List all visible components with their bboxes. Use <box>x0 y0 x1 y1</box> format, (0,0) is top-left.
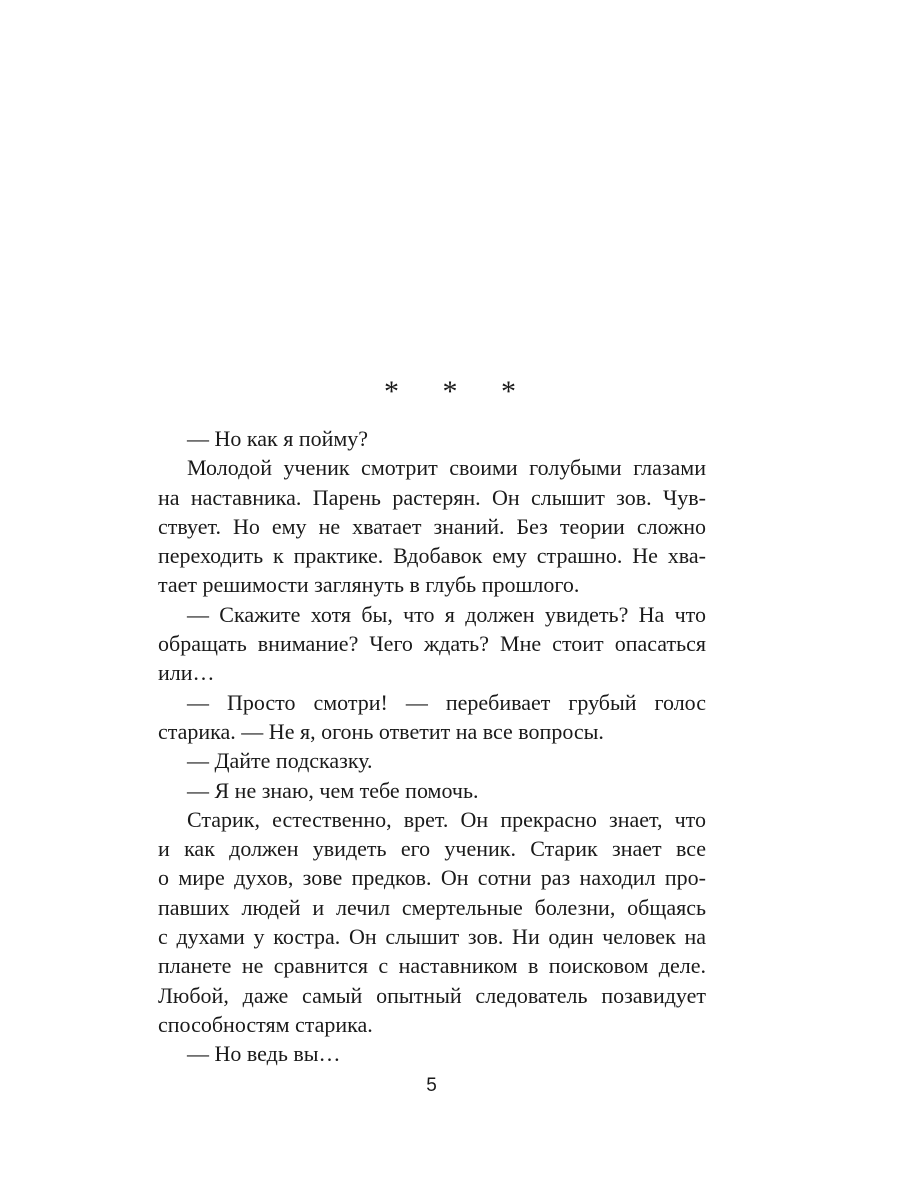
text-line: способностям старика. <box>158 1011 373 1037</box>
text-line: планете не сравнится с наставником в поисковом деле. <box>158 953 706 979</box>
text-line: с духами у костра. Он слышит зов. Ни один человек на <box>158 924 706 950</box>
text-line: павших людей и лечил смертельные болезни, общаясь <box>158 894 706 920</box>
text-line: и как должен увидеть его ученик. Старик знает все <box>158 836 706 862</box>
text-line: старика. — Не я, огонь ответит на все вопросы. <box>158 718 604 744</box>
text-line: обращать внимание? Чего ждать? Мне стоит опасаться <box>158 631 706 657</box>
text-line: о мире духов, зове предков. Он сотни раз находил про- <box>158 865 706 891</box>
text-line: — Скажите хотя бы, что я должен увидеть? На что <box>187 601 706 627</box>
text-line: — Но как я пойму? <box>187 426 369 451</box>
text-line: — Просто смотри! — перебивает грубый голос <box>187 689 706 715</box>
page-number: 5 <box>426 1075 437 1096</box>
text-line: Любой, даже самый опытный следователь позавидует <box>158 982 706 1008</box>
text-line: — Я не знаю, чем тебе помочь. <box>187 777 479 803</box>
text-line: или… <box>158 660 215 686</box>
body-text <box>158 424 706 1069</box>
text-line: ствует. Но ему не хватает знаний. Без теории сложно <box>158 513 706 539</box>
section-separator: * * * <box>384 375 534 408</box>
text-line: Старик, естественно, врет. Он прекрасно знает, что <box>187 806 706 832</box>
text-line: Молодой ученик смотрит своими голубыми глазами <box>187 455 706 481</box>
text-line: переходить к практике. Вдобавок ему страшно. Не хва- <box>158 543 706 569</box>
text-line: на наставника. Парень растерян. Он слышит зов. Чув- <box>158 484 706 510</box>
text-line: тает решимости заглянуть в глубь прошлого. <box>158 572 580 598</box>
text-line: — Дайте подсказку. <box>187 748 373 774</box>
text-line: — Но ведь вы… <box>187 1041 341 1067</box>
